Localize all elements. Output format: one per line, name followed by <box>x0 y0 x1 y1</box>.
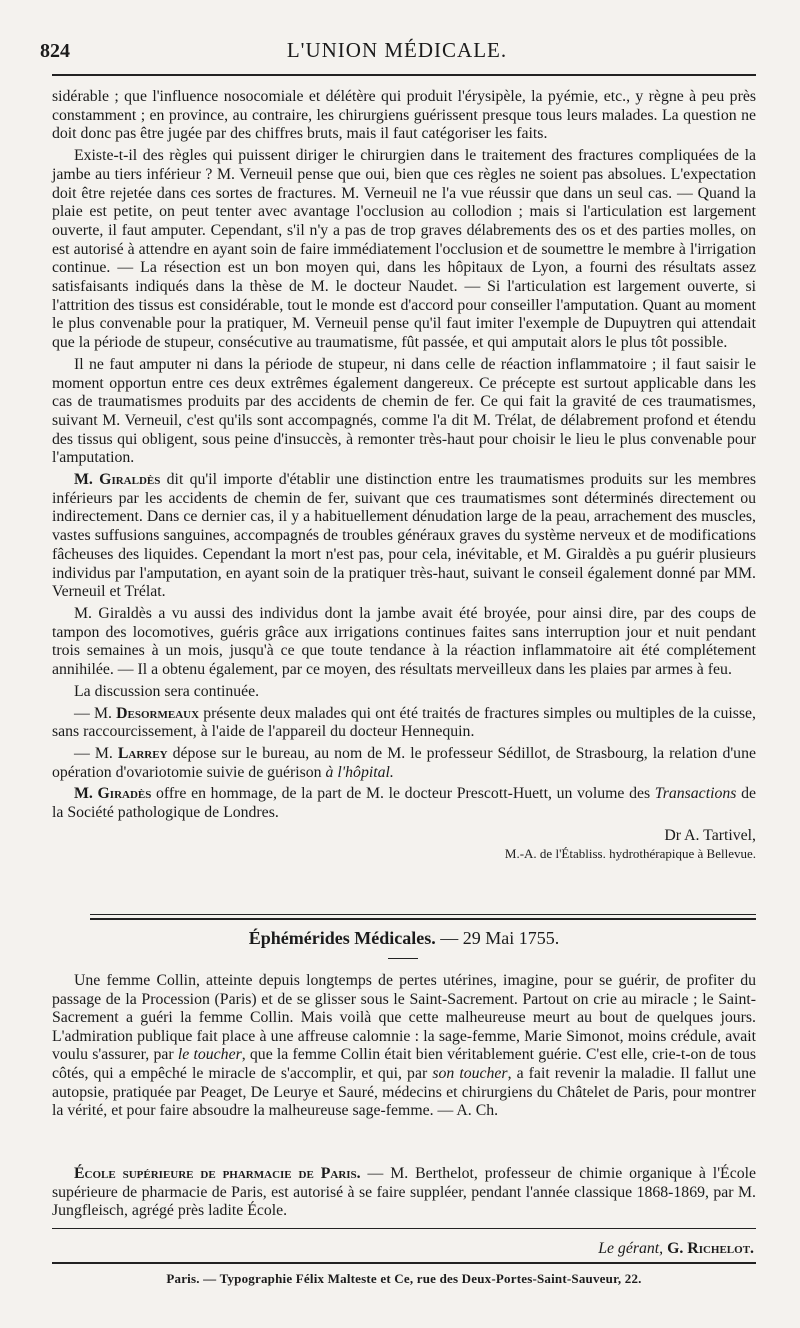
larrey-paragraph <box>52 745 756 782</box>
article-body <box>52 88 756 864</box>
gerant-signature <box>598 1240 754 1258</box>
discussion-note: La discussion sera continuée. <box>74 682 260 700</box>
page-number: 824 <box>40 40 70 62</box>
ephemerides-date: — 29 Mai 1755. <box>440 928 560 948</box>
paragraph-text: — M. Berthelot, professeur de chimie organique à l'École supérieure de pharmacie de Paris, est autorisé à se faire suppléer, pendant l'année classique 1868-1869, par M. Jungfleisch, agrégé près ladite École. <box>52 1165 757 1220</box>
ephemerides-body <box>52 972 756 1125</box>
ecole-paragraph <box>52 1165 756 1221</box>
paragraph: Existe-t-il des règles qui puissent diriger le chirurgien dans le traitement des fractures compliquées de la jambe au tiers inférieur ? M. Verneuil pense que oui, bien que ces règles ne soient pas absolues. L'expectation doit être rejetée dans ces sortes de fractures. M. Verneuil ne l'a vue réussir que dans un seul cas. — Quand la plaie est petite, on peut tenter avec avantage l'occlusion au collodion ; mais si l'articulation est largement ouverte, il faut amputer. Cependant, s'il n'y a pas de trop graves délabrements des os et des parties molles, on est autorisé à attendre en ayant soin de faire immédiatement l'occlusion et de soumettre le membre à l'irrigation continue. — La résection est un bon moyen qui, dans les hôpitaux de Lyon, a fourni des résultats assez satisfaisants indiqués dans la thèse de M. le docteur Naudet. — Si l'articulation est largement ouverte, si l'attrition des tissus est considérable, tout le monde est d'accord pour conseiller l'amputation. Quant au moment le plus convenable pour la pratiquer, M. Verneuil pense qu'il faut imiter l'exemple de Dupuytren qui attendait que la période de stupeur, consécutive au traumatisme, fût passée, et qui amputait alors le plus tôt possible. <box>52 147 756 352</box>
footer-rule-bottom <box>52 1262 756 1264</box>
desormeaux-paragraph <box>52 705 756 742</box>
paragraph-text: Une femme Collin, atteinte depuis longtemps de pertes utérines, imagine, pour se guérir, de profiter du passage de la Procession (Paris) et de se glisser sous le Saint-Sacrement. Partout on crie au miracle ; le Saint-Sacrement a guéri la femme Collin. Mais voilà que cette malheureuse meurt au bout de quelques jours. L'admiration publique fait place à une affreuse calomnie : la sage-femme, Marie Simonot, moins crédule, avait voulu s'assurer, par <box>52 972 756 1064</box>
paragraph: sidérable ; que l'influence nosocomiale et délétère qui produit l'érysipèle, la pyémie, etc., y règne à peu près constamment ; en province, au contraire, les chirurgiens guérissent presque tous leurs malades. La question ne doit donc pas être jugée par des chiffres bruts, mais il faut catégoriser les faits. <box>52 88 756 143</box>
section-rule-top <box>90 914 756 915</box>
italic-text: son toucher <box>432 1064 508 1082</box>
prefix: — M. <box>74 704 117 722</box>
ephemerides-heading <box>52 928 756 949</box>
signature-name: Dr A. Tartivel, <box>664 826 756 844</box>
speaker-name: Desormeaux <box>116 704 200 722</box>
header-rule <box>52 74 756 76</box>
heading-dash <box>388 958 418 959</box>
girades-paragraph <box>52 785 756 822</box>
paragraph-text: , que la femme Collin était bien véritablement guérie. C'est elle, crie-t-on de tous côtés, qui a empêché le miracle de s'accomplir, et qui, par <box>52 1046 756 1082</box>
printer-imprint: Paris. — Typographie Félix Malteste et Ce, rue des Deux-Portes-Saint-Sauveur, 22. <box>166 1271 642 1286</box>
paragraph: M. Giraldès a vu aussi des individus dont la jambe avait été broyée, pour ainsi dire, par des coups de tampon des locomotives, guéris grâce aux irrigations continues faites sans interruption jour et nuit pendant trois semaines à un mois, jusqu'à ce que toute tendance à la réaction inflammatoire ait été complétement annihilée. — Il a obtenu également, par ce moyen, des résultats merveilleux dans les plaies par armes à feu. <box>52 604 756 679</box>
prefix: — M. <box>74 744 118 762</box>
speaker-name: Larrey <box>117 744 168 762</box>
signature-title: M.-A. de l'Établiss. hydrothérapique à Bellevue. <box>504 846 756 862</box>
paragraph-text: , a fait revenir la maladie. Il fallut une autopsie, pratiquée par Peaget, De Leurye et Sauré, médecins et chirurgiens du Châtelet de Paris, pour montrer la vérité, et pour faire absoudre la malheureuse sage-femme. — A. Ch. <box>52 1064 756 1120</box>
speaker-name: M. Giraldès <box>74 471 161 489</box>
giraldes-paragraph <box>52 471 756 602</box>
paragraph: Il ne faut amputer ni dans la période de stupeur, ni dans celle de réaction inflammatoire ; il faut saisir le moment opportun entre ces deux extrêmes également dangereux. Ce précepte est surtout applicable dans les cas de traumatismes produits par des accidents de chemin de fer. Ce qui fait la gravité de ces traumatismes, suivant M. Verneuil, c'est qu'ils sont accompagnés, comme l'a dit M. Trélat, de délabrement profond et étendu des tissus qui obligent, sous peine d'insuccès, à remonter très-haut pour choisir le lieu le plus convenable pour l'amputation. <box>52 355 756 467</box>
gerant-name: G. Richelot. <box>667 1240 754 1257</box>
ephemerides-title: Éphémérides Médicales. <box>248 928 436 948</box>
section-rule-bottom <box>90 918 756 920</box>
paragraph-text: dépose sur le bureau, au nom de M. le professeur Sédillot, de Strasbourg, la relation d'une opération d'ovariotomie suivie de guérison <box>52 744 756 781</box>
speaker-name: M. Giradès <box>74 785 152 803</box>
footer-rule-top <box>52 1228 756 1229</box>
gerant-label: Le gérant, <box>598 1240 664 1257</box>
ephemerides-paragraph <box>52 972 756 1121</box>
paragraph-text: de la Société pathologique de Londres. <box>52 785 756 822</box>
ecole-lead: École supérieure de pharmacie de Paris. <box>74 1165 361 1182</box>
paragraph-text: présente deux malades qui ont été traités de fractures simples ou multiples de la cuisse, sans raccourcissement, à l'aide de l'appareil du docteur Hennequin. <box>52 704 756 741</box>
italic-text: Transactions <box>654 785 737 803</box>
page-header <box>40 34 754 68</box>
paragraph-text: dit qu'il importe d'établir une distinction entre les traumatismes produits sur les membres inférieurs par les accidents de chemin de fer, suivant que ces traumatismes sont déterminés directement ou indirectement. Dans ce dernier cas, il y a habituellement dénudation large de la peau, arrachement des muscles, vastes suffusions sanguines, accompagnés de troubles généraux graves du système nerveux et de modifications fâcheuses des liquides. Cependant la mort n'est pas, pour cela, inévitable, et M. Giraldès a pu guérir plusieurs individus par l'amputation, en ayant soin de la pratiquer très-haut, suivant le conseil également donné par MM. Verneuil et Trélat. <box>52 471 756 601</box>
italic-text: le toucher <box>177 1046 242 1064</box>
paragraph-text: offre en hommage, de la part de M. le docteur Prescott-Huett, un volume des <box>151 785 655 803</box>
journal-title: L'UNION MÉDICALE. <box>286 38 508 62</box>
italic-text: à l'hôpital. <box>325 763 394 781</box>
signature <box>52 827 756 864</box>
ecole-notice <box>52 1165 756 1221</box>
